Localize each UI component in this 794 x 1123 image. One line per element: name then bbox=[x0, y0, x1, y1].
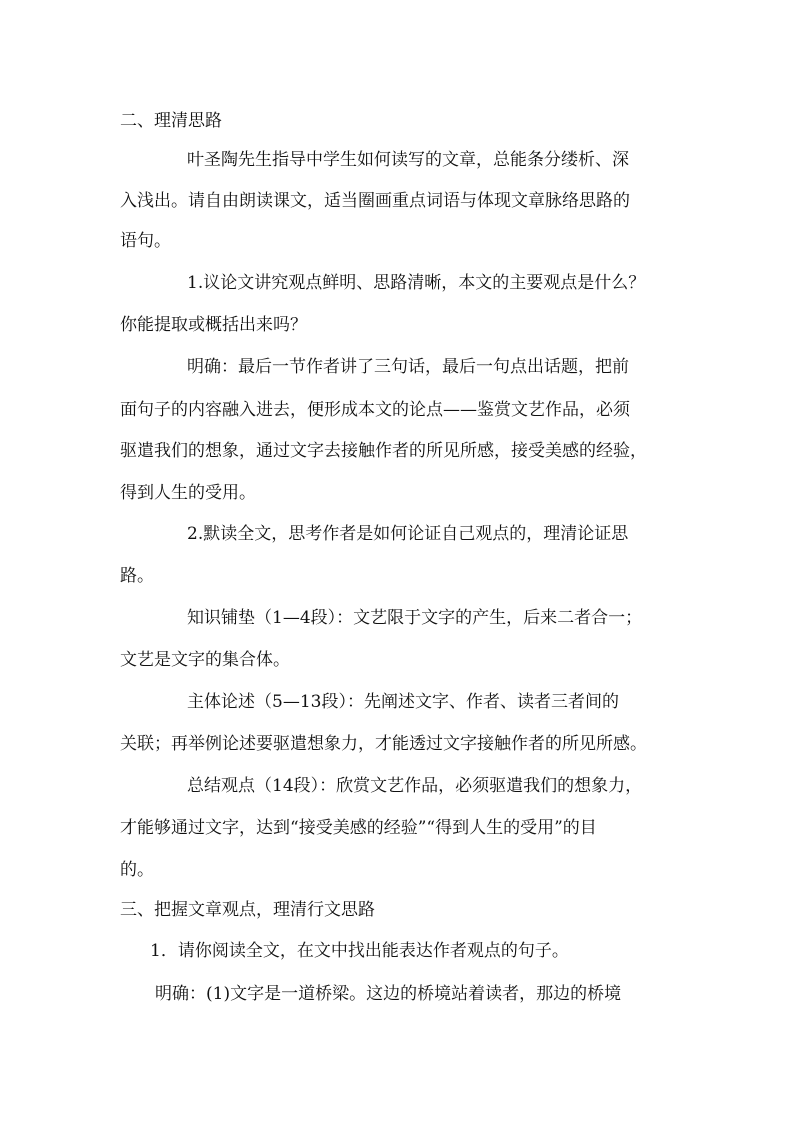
question-line: 你能提取或概括出来吗？ bbox=[120, 315, 307, 335]
section-heading-3: 三、把握文章观点，理清行文思路 bbox=[120, 900, 375, 920]
question-line: 2.默读全文，思考作者是如何论证自己观点的，理清论证思 bbox=[187, 524, 629, 544]
paragraph-line: 叶圣陶先生指导中学生如何读写的文章，总能条分缕析、深 bbox=[187, 150, 629, 170]
summary-line: 的。 bbox=[120, 860, 154, 880]
main-argument-line: 主体论述（5—13段）：先阐述文字、作者、读者三者间的 bbox=[187, 692, 619, 712]
paragraph-line: 语句。 bbox=[120, 231, 171, 251]
task-line: 1．请你阅读全文，在文中找出能表达作者观点的句子。 bbox=[150, 941, 569, 961]
knowledge-line: 文艺是文字的集合体。 bbox=[120, 650, 290, 670]
question-line: 1.议论文讲究观点鲜明、思路清晰，本文的主要观点是什么？ bbox=[187, 273, 646, 293]
answer-line: 驱遣我们的想象，通过文字去接触作者的所见所感，接受美感的经验， bbox=[120, 441, 647, 461]
paragraph-line: 入浅出。请自由朗读课文，适当圈画重点词语与体现文章脉络思路的 bbox=[120, 191, 630, 211]
answer-line: 得到人生的受用。 bbox=[120, 483, 256, 503]
answer-line: 明确：最后一节作者讲了三句话，最后一句点出话题，把前 bbox=[187, 357, 629, 377]
main-argument-line: 关联；再举例论述要驱遣想象力，才能透过文字接触作者的所见所感。 bbox=[120, 734, 647, 754]
summary-line: 总结观点（14段）：欣赏文艺作品，必须驱遣我们的想象力， bbox=[187, 776, 643, 796]
question-line: 路。 bbox=[120, 566, 154, 586]
task-answer-line: 明确：(1)文字是一道桥梁。这边的桥境站着读者，那边的桥境 bbox=[155, 984, 622, 1004]
knowledge-line: 知识铺垫（1—4段）：文艺限于文字的产生，后来二者合一； bbox=[187, 608, 643, 628]
section-heading-2: 二、理清思路 bbox=[120, 111, 222, 131]
summary-line: 才能够通过文字，达到“接受美感的经验”“得到人生的受用”的目 bbox=[120, 818, 597, 838]
answer-line: 面句子的内容融入进去，便形成本文的论点——鉴赏文艺作品，必须 bbox=[120, 400, 630, 420]
